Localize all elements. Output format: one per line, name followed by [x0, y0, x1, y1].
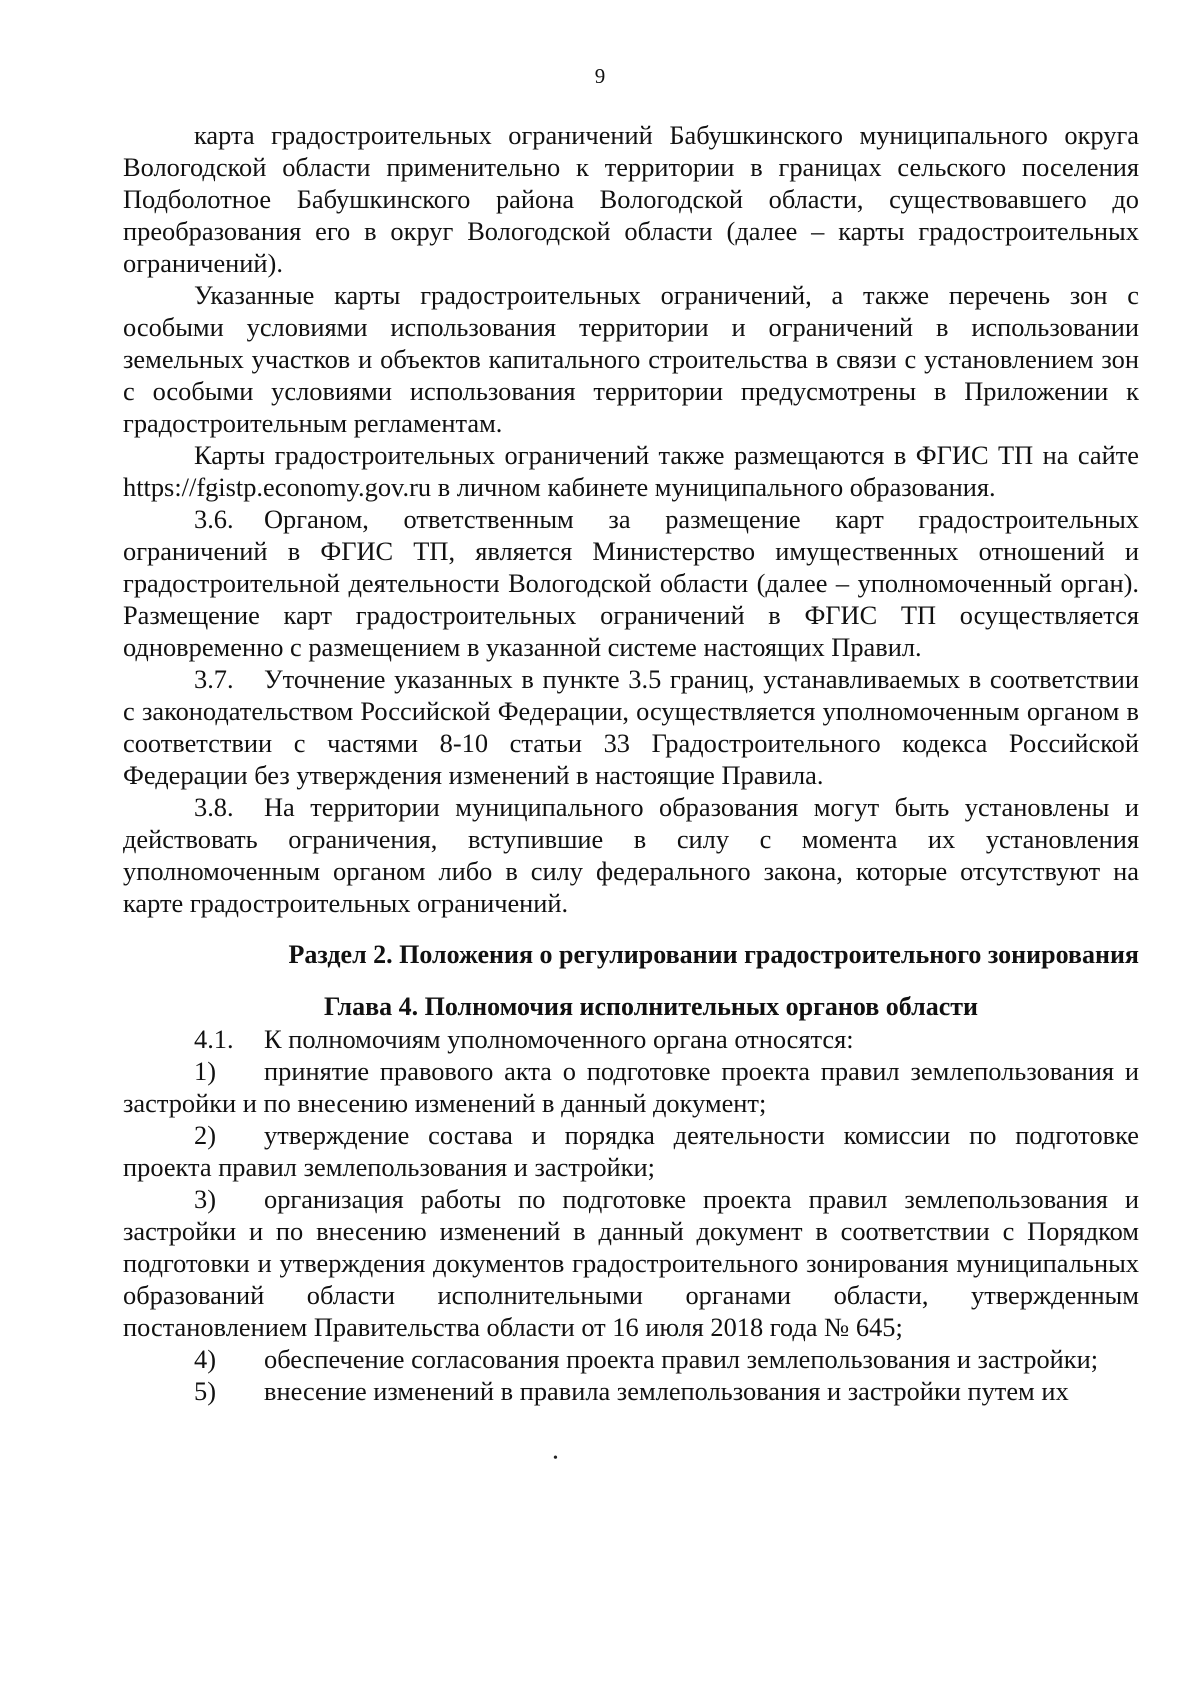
clause-text: К полномочиям уполномоченного органа относятся:	[264, 1024, 854, 1054]
list-item-number: 3)	[194, 1184, 216, 1214]
paragraph: Указанные карты градостроительных ограничений, а также перечень зон с особыми условиями использования территории и ограничений в использовании земельных участков и объектов капитального строительства в связи с установлением зон с особыми условиями использования территории предусмотрены в Приложении к градостроительным регламентам.	[123, 280, 1139, 438]
clause-text: На территории муниципального образования могут быть установлены и действовать ограничения, вступившие в силу с момента их установления уполномоченным органом либо в силу федерального закона, которые отсутствуют на карте градостроительных ограничений.	[123, 792, 1139, 918]
clause-4-1	[123, 1023, 1139, 1055]
list-item-1	[123, 1055, 1139, 1119]
list-item-text: организация работы по подготовке проекта правил землепользования и застройки и по внесению изменений в данный документ в соответствии с Порядком подготовки и утверждения документов градостроительного зонирования муниципальных образований области исполнительными органами области, утвержденным постановлением Правительства области от 16 июля 2018 года № 645;	[123, 1184, 1139, 1342]
clause-3-6	[123, 503, 1139, 663]
chapter-heading: Глава 4. Полномочия исполнительных органов области	[323, 992, 979, 1021]
clause-text: Уточнение указанных в пункте 3.5 границ, устанавливаемых в соответствии с законодательством Российской Федерации, осуществляется уполномоченным органом в соответствии с частями 8-10 статьи 33 Градостроительного кодекса Российской Федерации без утверждения изменений в настоящие Правила.	[123, 664, 1139, 790]
paragraph: карта градостроительных ограничений Бабушкинского муниципального округа Вологодской области применительно к территории в границах сельского поселения Подболотное Бабушкинского района Вологодской области, существовавшего до преобразования его в округ Вологодской области (далее – карты градостроительных ограничений).	[123, 120, 1139, 278]
clause-3-7	[123, 663, 1139, 791]
list-item-4	[123, 1343, 1139, 1375]
clause-number: 3.6.	[194, 504, 234, 534]
paragraph: Карты градостроительных ограничений также размещаются в ФГИС ТП на сайте https://fgistp.economy.gov.ru в личном кабинете муниципального образования.	[123, 440, 1139, 502]
list-item-text: обеспечение согласования проекта правил землепользования и застройки;	[264, 1344, 1099, 1374]
section-heading: Раздел 2. Положения о регулировании градостроительного зонирования	[288, 940, 1139, 969]
scan-dot-mark: •	[553, 1451, 558, 1466]
clause-text: Органом, ответственным за размещение карт градостроительных ограничений в ФГИС ТП, является Министерство имущественных отношений и градостроительной деятельности Вологодской области (далее – уполномоченный орган). Размещение карт градостроительных ограничений в ФГИС ТП осуществляется одновременно с размещением в указанной системе настоящих Правил.	[123, 504, 1139, 662]
list-item-number: 2)	[194, 1120, 216, 1150]
page-content	[123, 119, 1139, 1407]
list-item-number: 4)	[194, 1344, 216, 1374]
clause-3-8	[123, 791, 1139, 919]
list-item-2	[123, 1119, 1139, 1183]
clause-number: 3.7.	[194, 664, 234, 694]
list-item-text: утверждение состава и порядка деятельности комиссии по подготовке проекта правил землепользования и застройки;	[123, 1120, 1139, 1182]
list-item-number: 1)	[194, 1056, 216, 1086]
list-item-number: 5)	[194, 1376, 216, 1406]
clause-number: 4.1.	[194, 1024, 234, 1054]
list-item-3	[123, 1183, 1139, 1343]
clause-number: 3.8.	[194, 792, 234, 822]
list-item-5	[123, 1375, 1139, 1407]
list-item-text: принятие правового акта о подготовке проекта правил землепользования и застройки и по внесению изменений в данный документ;	[123, 1056, 1139, 1118]
page-number: 9	[594, 64, 606, 88]
list-item-text: внесение изменений в правила землепользования и застройки путем их	[264, 1376, 1069, 1406]
